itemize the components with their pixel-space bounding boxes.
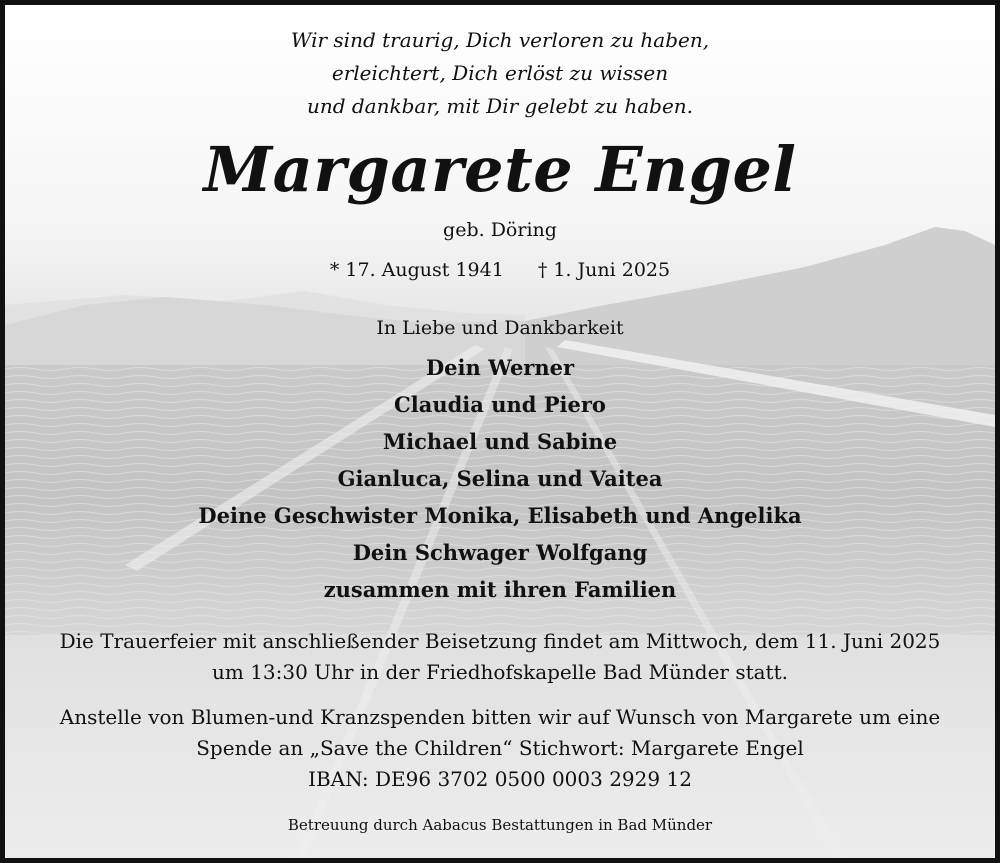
death-date: † 1. Juni 2025 (537, 259, 671, 281)
mourner-line: Michael und Sabine (382, 429, 618, 454)
quote-line-3: und dankbar, mit Dir gelebt zu haben. (306, 94, 694, 118)
mourner-line: Gianluca, Selina und Vaitea (337, 466, 663, 491)
birth-date: * 17. August 1941 (329, 259, 504, 281)
mourner-line: Dein Werner (425, 355, 575, 380)
mourner-line: Dein Schwager Wolfgang (352, 540, 648, 565)
birth-name: geb. Döring (443, 219, 557, 241)
ceremony-line-2: um 13:30 Uhr in der Friedhofskapelle Bad Münder statt. (211, 660, 788, 684)
quote-line-2: erleichtert, Dich erlöst zu wissen (331, 61, 669, 85)
donation-line-1: Anstelle von Blumen-und Kranzspenden bitten wir auf Wunsch von Margarete um eine (59, 705, 941, 729)
mourners-intro: In Liebe und Dankbarkeit (376, 317, 624, 339)
life-dates (5, 259, 995, 281)
ceremony-line-1: Die Trauerfeier mit anschließender Beisetzung findet am Mittwoch, dem 11. Juni 2025 (59, 629, 941, 653)
quote-line-1: Wir sind traurig, Dich verloren zu haben, (290, 28, 710, 52)
donation-line-2: Spende an „Save the Children“ Stichwort: Margarete Engel (196, 736, 804, 760)
donation-iban: IBAN: DE96 3702 0500 0003 2929 12 (308, 767, 692, 791)
mourner-line: zusammen mit ihren Familien (323, 577, 677, 602)
mourner-line: Deine Geschwister Monika, Elisabeth und Angelika (198, 503, 802, 528)
funeral-home-credit: Betreuung durch Aabacus Bestattungen in Bad Münder (287, 816, 713, 834)
mourner-line: Claudia und Piero (394, 392, 606, 417)
deceased-name: Margarete Engel (203, 133, 797, 206)
